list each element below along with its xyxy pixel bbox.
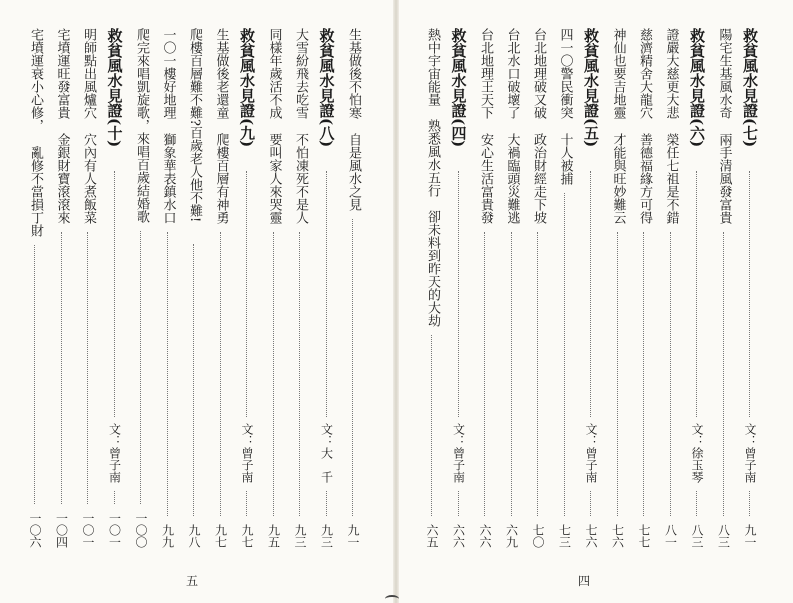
- leader-dots: [617, 232, 618, 516]
- toc-subtitle: 不怕凍死不是人: [293, 133, 308, 224]
- toc-subtitle: 安心生活富貴發: [478, 133, 493, 224]
- leader-dots: [723, 232, 724, 516]
- toc-entry: [660, 28, 682, 548]
- toc-title: 大雪紛飛去吃雪: [293, 28, 308, 119]
- leader-dots: [167, 232, 168, 516]
- toc-title: 救貧風水見證(六): [688, 28, 706, 148]
- toc-page-number: 一〇一: [81, 512, 95, 548]
- toc-title: 一〇一樓好地理: [160, 28, 176, 119]
- toc-entry: [633, 28, 655, 548]
- leader-dots: [220, 232, 221, 516]
- leader-dots: [326, 491, 327, 516]
- leader-dots: [114, 491, 115, 504]
- toc-subtitle: 穴內有人煮飯菜: [81, 133, 96, 224]
- toc-page-number: 一〇六: [28, 512, 42, 548]
- leader-dots: [696, 491, 697, 516]
- toc-title: 救貧風水見證(十): [105, 28, 124, 148]
- toc-entry: [289, 28, 311, 548]
- leader-dots: [643, 232, 644, 516]
- toc-title: 台北地理破又破: [531, 28, 546, 119]
- toc-subtitle: 善德福緣方可得: [637, 133, 652, 224]
- toc-entry: [554, 28, 576, 548]
- toc-title: 台北水口破壞了: [504, 28, 520, 119]
- toc-subtitle: 大禍臨頭災難逃: [504, 133, 520, 224]
- toc-page-number: 九三: [293, 524, 307, 548]
- toc-page-number: 八三: [690, 524, 704, 548]
- scan-mark: [385, 595, 399, 603]
- toc-entry: [607, 28, 629, 548]
- toc-entry: [342, 28, 364, 548]
- page-folio-number: 四: [578, 574, 591, 588]
- toc-entry: [527, 28, 549, 548]
- toc-page-number: 七六: [610, 524, 625, 548]
- leader-dots: [590, 171, 591, 417]
- toc-title: 證嚴大慈更大悲: [663, 28, 679, 119]
- leader-dots: [590, 491, 591, 516]
- leader-dots: [696, 171, 697, 417]
- toc-subtitle: 榮任七祖是不錯: [663, 133, 679, 224]
- toc-title: 爬樓百層難不難?百歲老人他不難!: [187, 28, 202, 223]
- toc-entry: [183, 28, 205, 548]
- leader-dots: [749, 171, 750, 417]
- toc-page-number: 七三: [557, 524, 572, 548]
- leader-dots: [140, 231, 141, 504]
- toc-title: 神仙也要吉地靈: [610, 28, 626, 119]
- toc-page-number: 六九: [504, 524, 519, 548]
- toc-page-number: 九七: [213, 524, 228, 548]
- toc-page-number: 一〇四: [54, 512, 69, 548]
- leader-dots: [34, 245, 35, 504]
- leader-dots: [352, 219, 353, 516]
- toc-title: 四一〇警民衝突: [557, 28, 573, 119]
- toc-subtitle: 爬樓百層有神勇: [213, 133, 229, 224]
- toc-entry: [157, 28, 179, 548]
- toc-section-heading: [104, 28, 126, 548]
- toc-title: 救貧風水見證(七): [741, 28, 759, 148]
- toc-author: 文：曾子南: [451, 423, 466, 483]
- leader-dots: [273, 232, 274, 516]
- toc-title: 熱中宇宙能量 熟悉風水五行 卻未料到昨天的大劫: [425, 28, 440, 327]
- leader-dots: [114, 171, 115, 417]
- toc-subtitle: 政治財經走下坡: [531, 133, 546, 224]
- toc-title: 宅墳運衰小心修，: [28, 28, 43, 132]
- toc-title: 救貧風水見證(九): [238, 28, 256, 148]
- leader-dots: [670, 232, 671, 516]
- toc-entry: [51, 28, 73, 548]
- toc-entry: [263, 28, 285, 548]
- toc-page-number: 八一: [663, 524, 678, 548]
- toc-page-number: 一〇一: [107, 512, 122, 548]
- toc-title: 生基做後老還童: [213, 28, 229, 119]
- toc-page-number: 九九: [160, 524, 175, 548]
- toc-title: 明師點出風爐穴: [81, 28, 96, 119]
- toc-title: 陽宅生基風水奇: [716, 28, 732, 119]
- toc-entry: [421, 28, 443, 548]
- toc-subtitle: 十人被捕: [557, 133, 573, 185]
- right-page: [396, 0, 793, 603]
- leader-dots: [326, 171, 327, 417]
- toc-page-number: 七〇: [531, 524, 545, 548]
- toc-subtitle: 金銀財寶滾滾來: [54, 133, 70, 224]
- toc-page-number: 六六: [478, 524, 492, 548]
- toc-title: 宅墳運旺發富貴: [54, 28, 70, 119]
- toc-section-heading: [316, 28, 338, 548]
- leader-dots: [749, 491, 750, 516]
- leader-dots: [564, 193, 565, 516]
- leader-dots: [431, 335, 432, 516]
- toc-subtitle: 自是風水之見: [346, 133, 361, 211]
- toc-author: 文：曾子南: [240, 423, 254, 483]
- toc-section-heading: [580, 28, 602, 548]
- toc-title: 救貧風水見證(八): [317, 28, 336, 148]
- toc-subtitle: 獅象華表鎮水口: [160, 133, 176, 224]
- toc-page-number: 八三: [716, 524, 731, 548]
- toc-entry: [501, 28, 523, 548]
- leader-dots: [458, 491, 459, 516]
- toc-subtitle: 亂修不當損丁財: [28, 146, 43, 237]
- leader-dots: [246, 491, 247, 516]
- toc-page-number: 六五: [425, 524, 439, 548]
- page-folio-number: 五: [186, 574, 199, 588]
- toc-page-number: 九八: [187, 524, 201, 548]
- toc-page-number: 七七: [637, 524, 651, 548]
- leader-dots: [537, 232, 538, 516]
- toc-author: 文：徐玉琴: [690, 423, 704, 483]
- toc-entry: [77, 28, 99, 548]
- toc-author: 文：曾子南: [743, 423, 757, 483]
- toc-title: 救貧風水見證(五): [582, 28, 600, 148]
- toc-author: 文：曾子南: [584, 423, 598, 483]
- toc-section-heading: [448, 28, 470, 548]
- toc-entry: [210, 28, 232, 548]
- toc-title: 生基做後不怕寒: [346, 28, 361, 119]
- toc-title: 慈濟精舍大龍穴: [637, 28, 652, 119]
- toc-author: 文：大 千: [319, 423, 334, 483]
- leader-dots: [193, 244, 194, 516]
- left-page: [0, 0, 396, 603]
- toc-page-number: 六六: [451, 524, 466, 548]
- toc-page-number: 九一: [743, 524, 757, 548]
- leader-dots: [87, 232, 88, 504]
- toc-subtitle: 兩手清風發富貴: [716, 133, 732, 224]
- toc-page-number: 一〇〇: [134, 512, 148, 548]
- toc-section-heading: [236, 28, 258, 548]
- toc-section-heading: [739, 28, 761, 548]
- toc-title: 救貧風水見證(四): [449, 28, 468, 148]
- leader-dots: [299, 232, 300, 516]
- toc-title: 爬完來唱凱旋歌，來唱百歲結婚歌: [134, 28, 149, 223]
- toc-title: 同樣年歲活不成: [266, 28, 282, 119]
- toc-entry: [130, 28, 152, 548]
- leader-dots: [458, 171, 459, 417]
- toc-title: 台北地理王天下: [478, 28, 493, 119]
- toc-page-number: 九五: [266, 524, 281, 548]
- toc-entry: [713, 28, 735, 548]
- toc-subtitle: 才能與旺妙難云: [610, 133, 626, 224]
- toc-page-number: 九三: [319, 524, 334, 548]
- toc-page-number: 七六: [584, 524, 598, 548]
- toc-entry: [24, 28, 46, 548]
- toc-section-heading: [686, 28, 708, 548]
- leader-dots: [61, 232, 62, 504]
- toc-page-number: 九七: [240, 524, 254, 548]
- leader-dots: [484, 232, 485, 516]
- toc-entry: [474, 28, 496, 548]
- leader-dots: [511, 232, 512, 516]
- toc-subtitle: 要叫家人來哭靈: [266, 133, 282, 224]
- toc-page-number: 九一: [346, 524, 360, 548]
- toc-author: 文：曾子南: [107, 423, 122, 483]
- leader-dots: [246, 171, 247, 417]
